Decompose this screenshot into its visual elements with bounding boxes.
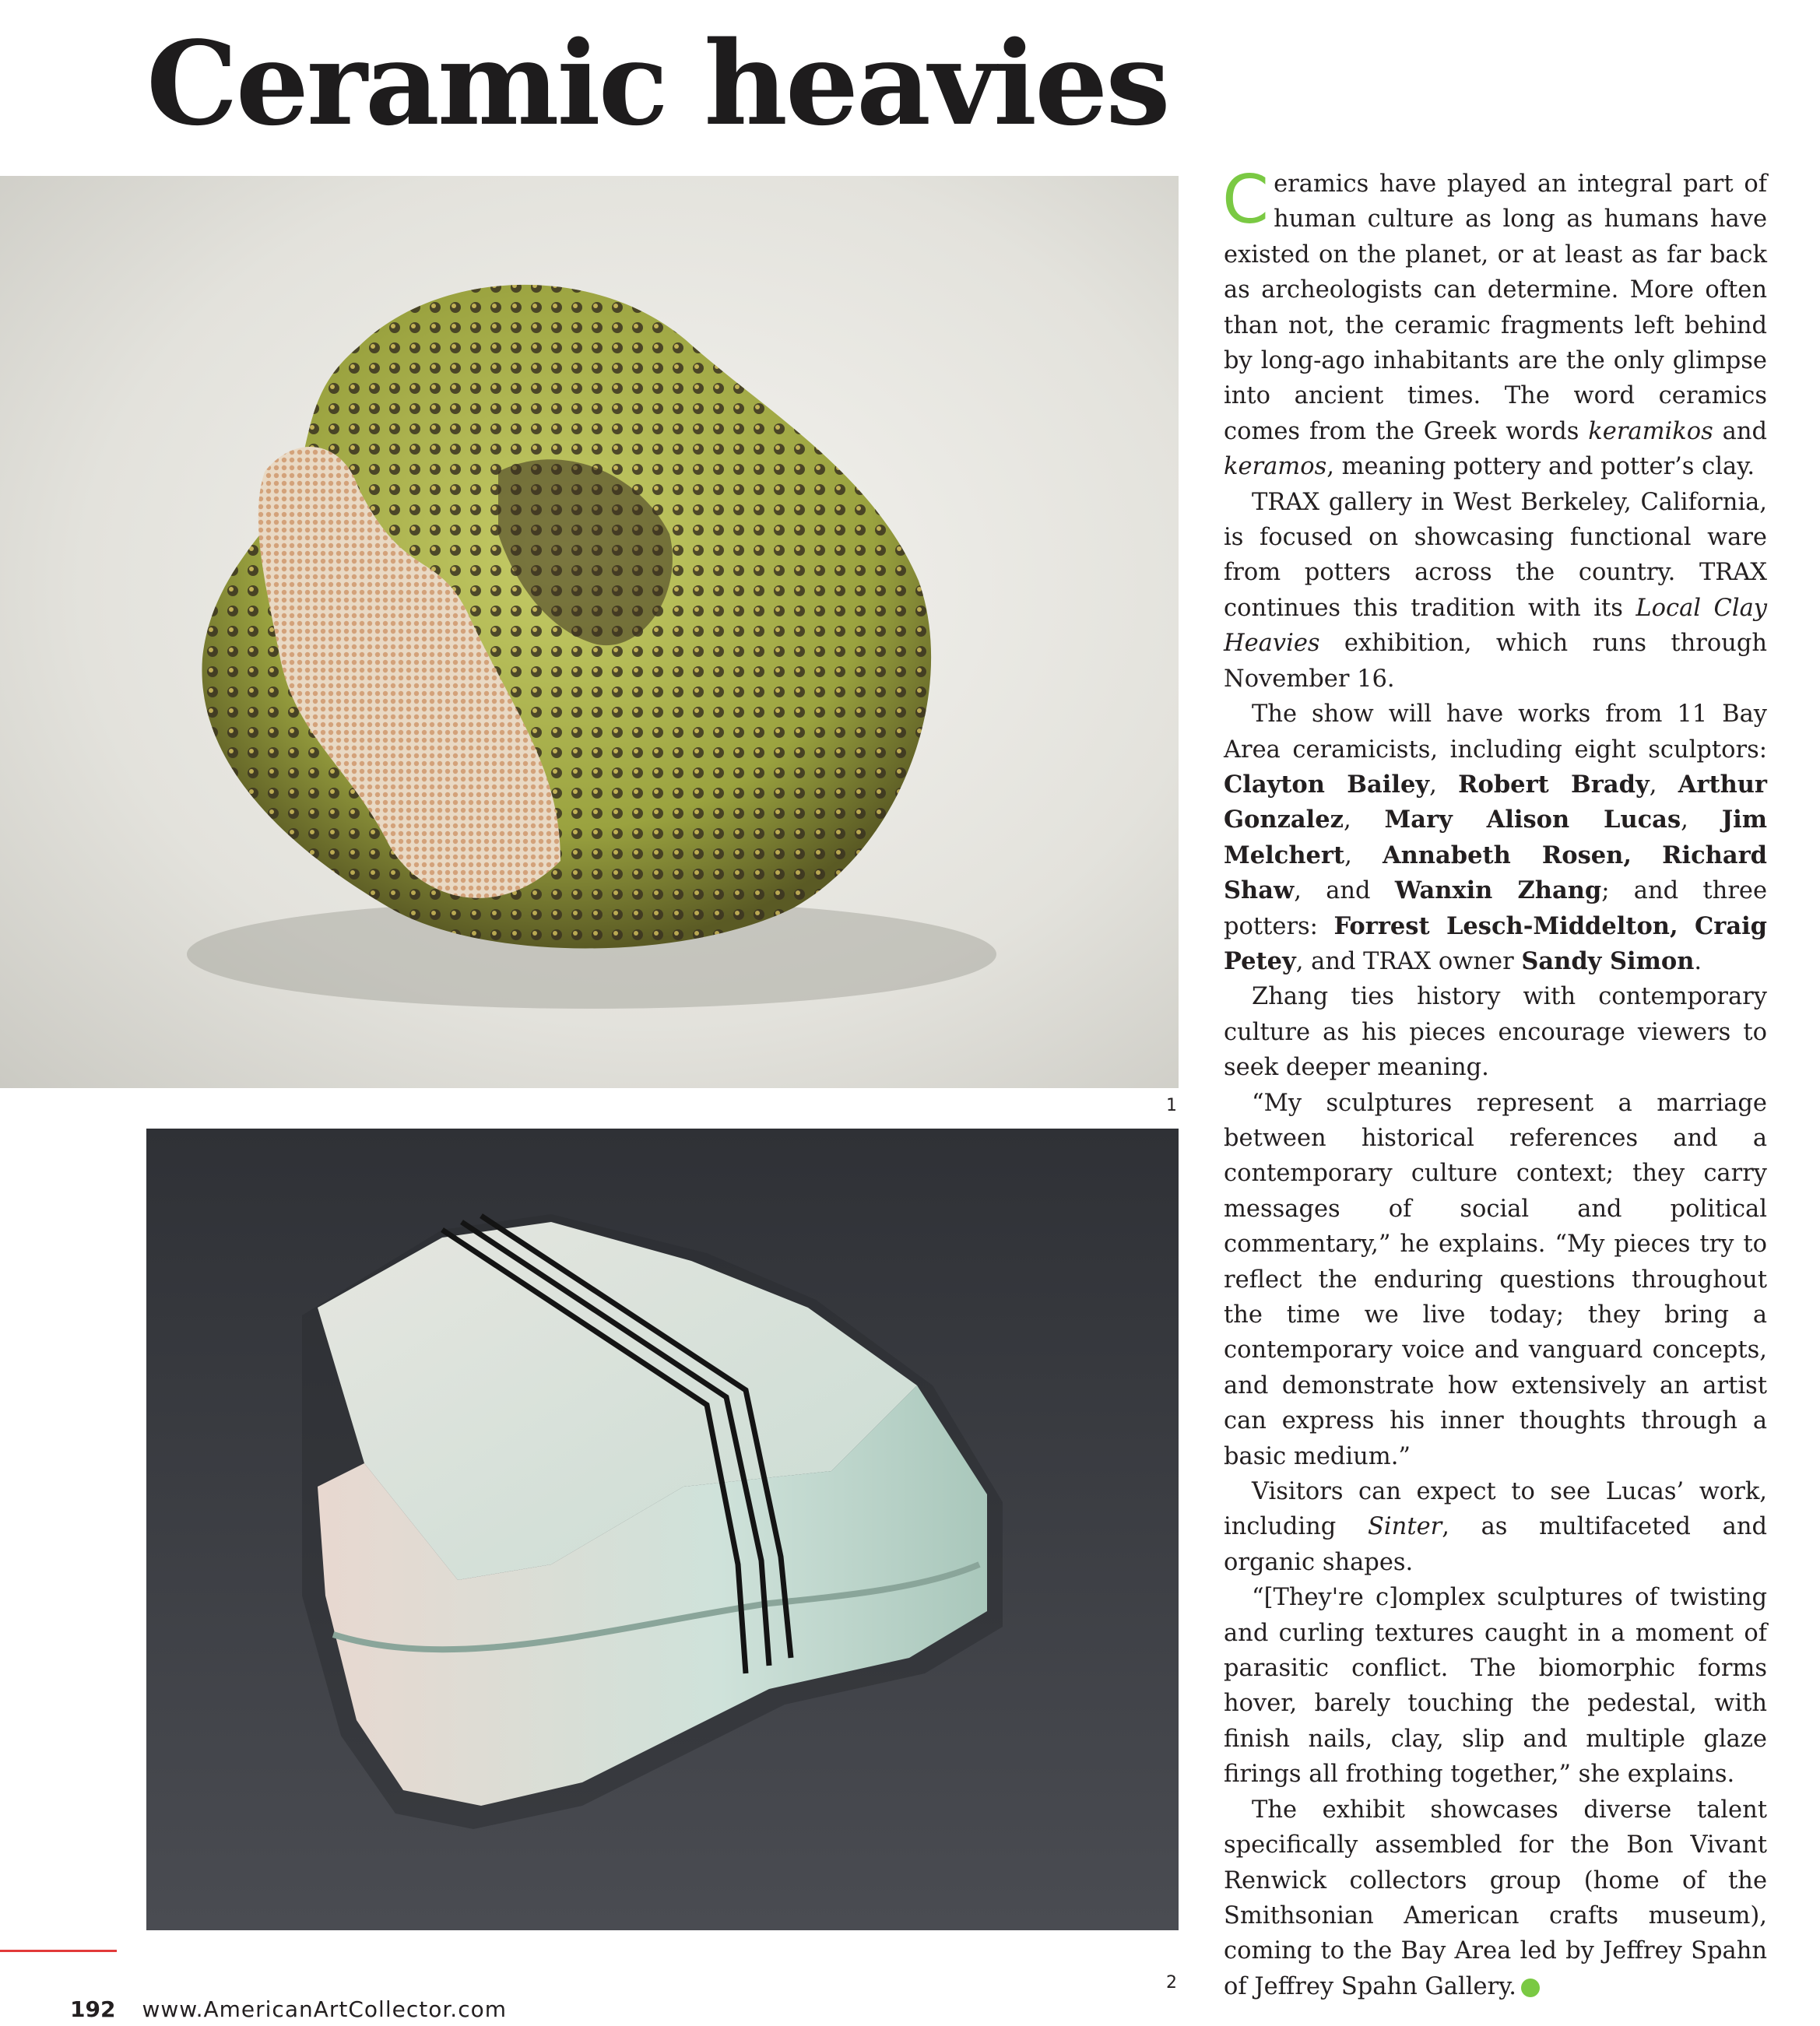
paragraph-4: Zhang ties history with contemporary culture as his pieces encourage viewers to seek deeper meaning. — [1224, 983, 1767, 1082]
paragraph-3: The show will have works from 11 Bay Area ceramicists, including eight sculptors: Clayton Bailey, Robert Brady, Arthur Gonzalez, Mary Alison Lucas, Jim Melchert, Annabeth Rosen, Richard Shaw, and Wanxin Zhang; and three potters: Forrest Lesch-Middelton, Craig Petey, and TRAX owner Sandy Simon. — [1224, 700, 1768, 975]
website-url: www.AmericanArtCollector.com — [142, 1996, 507, 2022]
paragraph-7: “[They're c]omplex sculptures of twisting and curling textures caught in a moment of parasitic conflict. The biomorphic forms hover, barely touching the pedestal, with finish nails, clay, slip and multiple glaze firings all frothing together,” she explains. — [1224, 1584, 1767, 1789]
paragraph-1: Ceramics have played an integral part of human culture as long as humans have existed on the planet, or at least as far back as archeologists can determine. More often than not, the ceramic fragments left behind by long-ago inhabitants are the only glimpse into ancient times. The word ceramics comes from the Greek words keramikos and keramos, meaning pottery and potter’s clay. — [1222, 161, 1767, 481]
paragraph-8: The exhibit showcases diverse talent specifically assembled for the Bon Vivant Renwick collectors group (home of the Smithsonian American crafts museum), coming to the Bay Area led by Jeffrey Spahn of Jeffrey Spahn Gallery. — [1224, 1796, 1767, 2000]
footer-rule — [0, 1950, 117, 1952]
sculpture-photo-1 — [0, 176, 1179, 1088]
page-footer — [70, 1996, 507, 2022]
paragraph-5: “My sculptures represent a marriage between historical references and a contemporary culture context; they carry messages of social and political commentary,” he explains. “My pieces try to reflect the enduring questions throughout the time we live today; they bring a contemporary voice and vanguard concepts, and demonstrate how extensively an artist can express his inner thoughts through a basic medium.” — [1224, 1089, 1767, 1470]
article-title: Ceramic heavies — [146, 16, 1168, 151]
end-mark-icon — [1521, 1979, 1540, 1997]
figure-number-2: 2 — [1166, 1973, 1177, 1993]
paragraph-6: Visitors can expect to see Lucas’ work, including Sinter, as multifaceted and organic shapes. — [1224, 1478, 1767, 1576]
drop-cap: C — [1222, 161, 1270, 239]
sculpture-photo-2 — [146, 1129, 1179, 1930]
sculpture-photo-2-image — [146, 1129, 1179, 1930]
paragraph-2: TRAX gallery in West Berkeley, California, is focused on showcasing functional ware from potters across the country. TRAX continues this tradition with its Local Clay Heavies exhibition, which runs through November 16. — [1224, 488, 1767, 693]
sculpture-photo-1-image — [0, 176, 1179, 1088]
page-number: 192 — [70, 1996, 116, 2022]
figure-number-1: 1 — [1166, 1096, 1177, 1115]
article-body — [1222, 161, 1768, 2004]
